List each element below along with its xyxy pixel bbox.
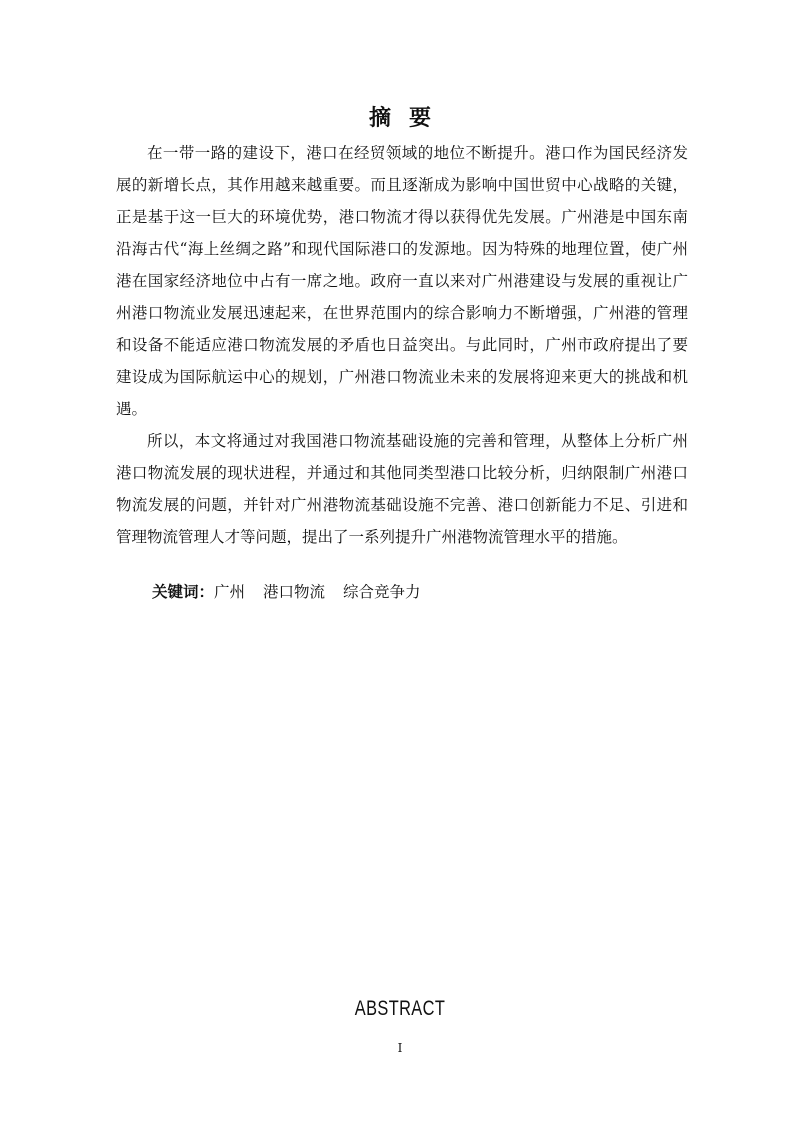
abstract-paragraph-2: 所以，本文将通过对我国港口物流基础设施的完善和管理，从整体上分析广州港口物流发展的现状进程，并通过和其他同类型港口比较分析，归纳限制广州港口物流发展的问题，并针对广州港物流基础设施不完善、港口创新能力不足、引进和管理物流管理人才等问题，提出了一系列提升广州港物流管理水平的措施。	[116, 432, 688, 546]
keyword-item: 广州	[214, 583, 246, 601]
keywords-line	[152, 578, 439, 606]
keyword-item: 港口物流	[263, 583, 326, 601]
abstract-title: 摘要	[368, 105, 449, 131]
page-number: I	[397, 1041, 403, 1055]
english-abstract-heading: ABSTRACT	[354, 997, 446, 1020]
abstract-body	[116, 137, 688, 553]
keyword-item: 综合竞争力	[343, 583, 421, 601]
abstract-paragraph-1: 在一带一路的建设下，港口在经贸领域的地位不断提升。港口作为国民经济发展的新增长点，其作用越来越重要。而且逐渐成为影响中国世贸中心战略的关键，正是基于这一巨大的环境优势，港口物流才得以获得优先发展。广州港是中国东南沿海古代“海上丝绸之路”和现代国际港口的发源地。因为特殊的地理位置，使广州港在国家经济地位中占有一席之地。政府一直以来对广州港建设与发展的重视让广州港口物流业发展迅速起来，在世界范围内的综合影响力不断增强，广州港的管理和设备不能适应港口物流发展的矛盾也日益突出。与此同时，广州市政府提出了要建设成为国际航运中心的规划，广州港口物流业未来的发展将迎来更大的挑战和机遇。	[116, 144, 688, 418]
keywords-label: 关键词：	[152, 582, 215, 601]
